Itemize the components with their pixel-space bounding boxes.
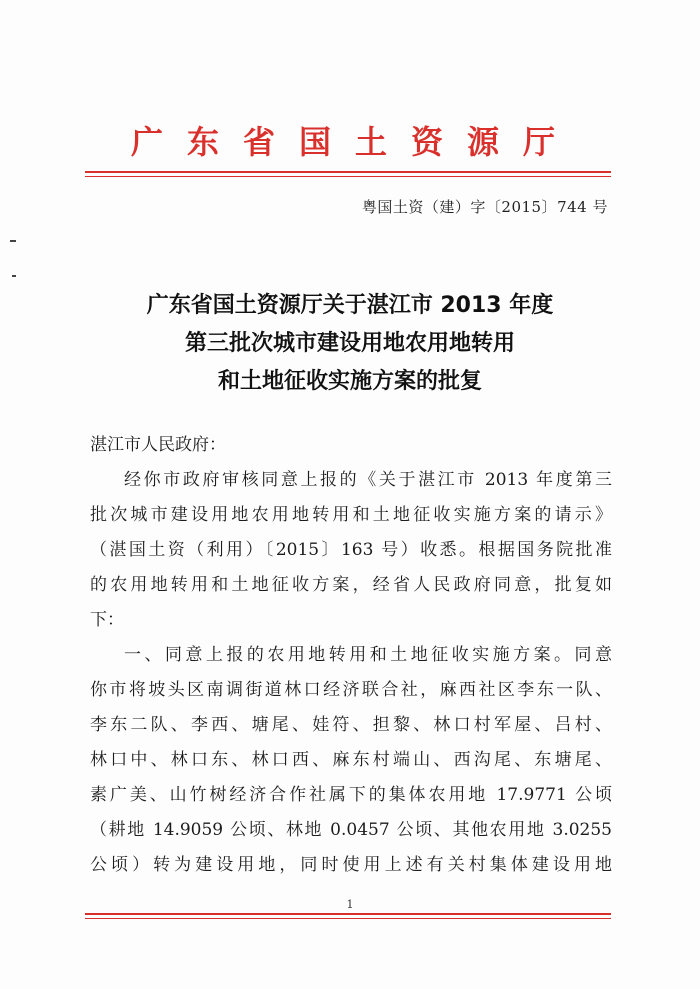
scan-artifact bbox=[10, 240, 16, 242]
title-line: 和土地征收实施方案的批复 bbox=[217, 369, 482, 394]
paragraph-line: 一、同意上报的农用地转用和土地征收实施方案。同意 bbox=[124, 645, 612, 665]
title-line: 第三批次城市建设用地农用地转用 bbox=[184, 331, 515, 356]
paragraph-line: （耕地 14.9059 公顷、林地 0.0457 公顷、其他农用地 3.0255 bbox=[90, 820, 612, 840]
paragraph-line: 批次城市建设用地农用地转用和土地征收实施方案的请示》 bbox=[90, 505, 612, 525]
document-number: 粤国土资（建）字〔2015〕744 号 bbox=[361, 198, 608, 216]
letterhead-rule-top bbox=[85, 171, 611, 173]
footer-rule-top bbox=[85, 913, 611, 915]
paragraph-line: 的农用地转用和土地征收方案，经省人民政府同意，批复如 bbox=[90, 575, 612, 595]
letterhead-rule-bottom bbox=[85, 176, 611, 177]
document-title bbox=[0, 287, 700, 401]
letterhead-title: 广东省国土资源厅 bbox=[130, 123, 579, 161]
paragraph-line: 经你市政府审核同意上报的《关于湛江市 2013 年度第三 bbox=[124, 470, 612, 490]
salutation: 湛江市人民政府： bbox=[90, 435, 226, 455]
paragraph-line: 你市将坡头区南调街道林口经济联合社，麻西社区李东一队、 bbox=[90, 680, 612, 700]
paragraph-line: 下： bbox=[90, 610, 124, 630]
title-line: 广东省国土资源厅关于湛江市 2013 年度 bbox=[146, 293, 554, 318]
paragraph-line: 素广美、山竹树经济合作社属下的集体农用地 17.9771 公顷 bbox=[90, 785, 612, 805]
document-body bbox=[90, 428, 612, 883]
page-number: 1 bbox=[346, 898, 354, 911]
scan-artifact bbox=[12, 275, 16, 277]
paragraph-line: 林口中、林口东、林口西、麻东村端山、西沟尾、东塘尾、 bbox=[90, 750, 612, 770]
paragraph-line: （湛国土资（利用）〔2015〕163 号）收悉。根据国务院批准 bbox=[90, 540, 612, 560]
paragraph-line: 公顷）转为建设用地，同时使用上述有关村集体建设用地 bbox=[90, 855, 612, 875]
footer-rule-bottom bbox=[85, 918, 611, 919]
paragraph-line: 李东二队、李西、塘尾、娃符、担黎、林口村军屋、吕村、 bbox=[90, 715, 612, 735]
